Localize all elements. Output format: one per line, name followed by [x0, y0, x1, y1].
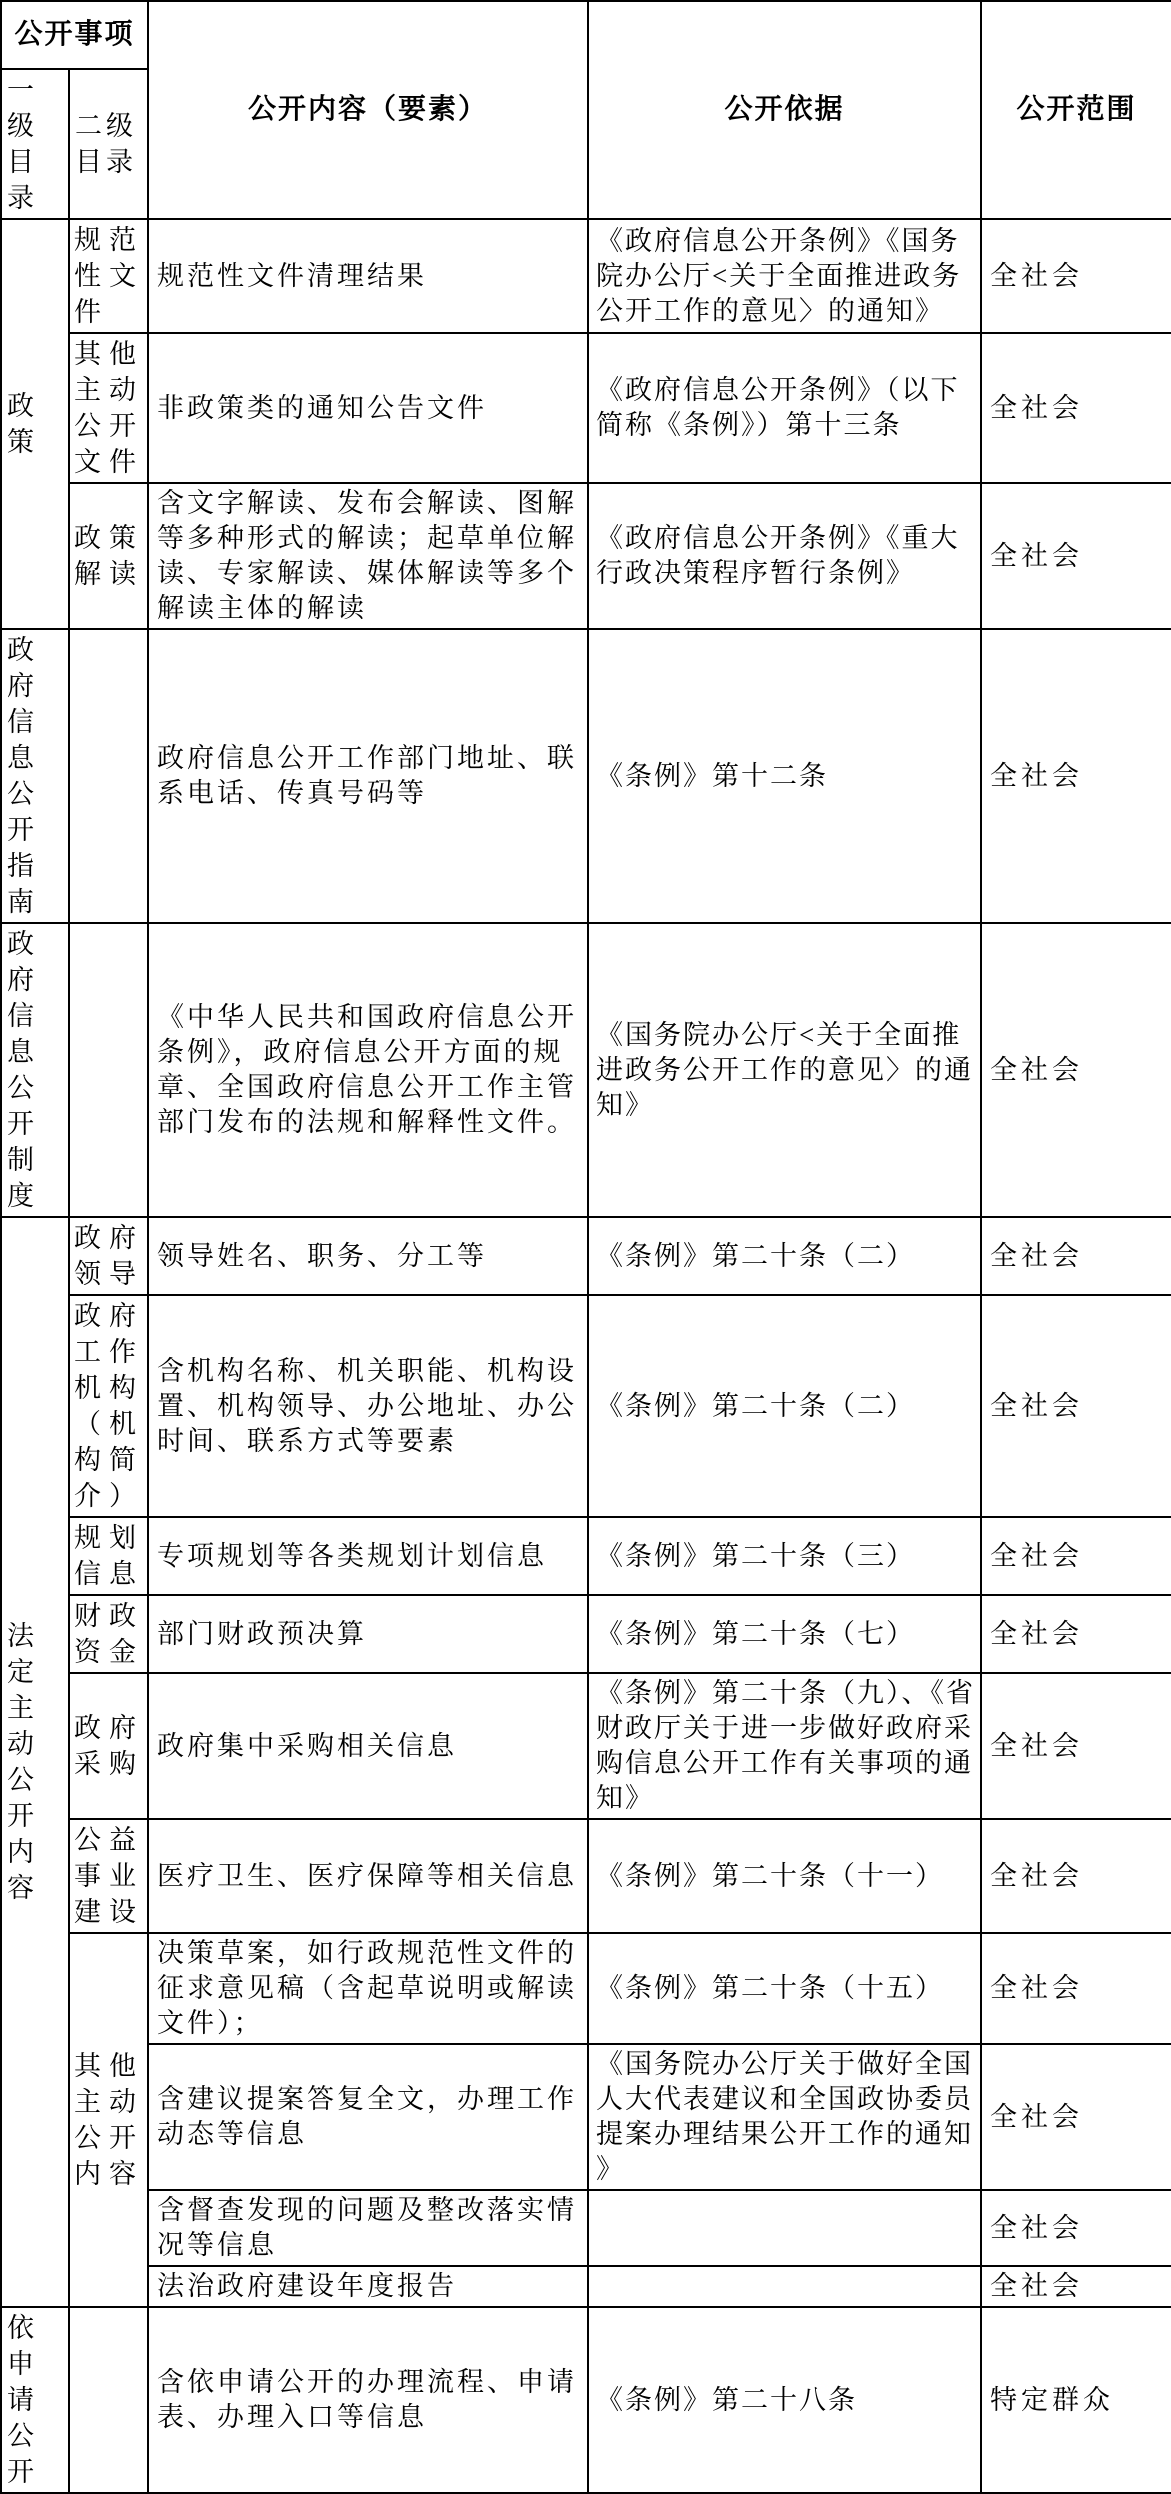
cell-content: 政府信息公开工作部门地址、联系电话、传真号码等: [148, 629, 588, 923]
table-row: [1, 2266, 1171, 2307]
cell-scope: 全社会: [981, 1595, 1171, 1673]
cell-level2: 政府领导: [69, 1217, 148, 1295]
table-row: [1, 1517, 1171, 1595]
cell-content: 含建议提案答复全文，办理工作动态等信息: [148, 2044, 588, 2190]
cell-basis: 《条例》第二十八条: [588, 2307, 981, 2493]
header-level2-catalog: 二级目录: [69, 69, 148, 219]
cell-scope: 全社会: [981, 219, 1171, 333]
cell-basis: [588, 2266, 981, 2307]
cell-basis: 《条例》第二十条（十五）: [588, 1933, 981, 2044]
cell-scope: 全社会: [981, 1295, 1171, 1517]
cell-level1: 政策: [1, 219, 69, 629]
table-row: [1, 1673, 1171, 1819]
cell-content: 决策草案，如行政规范性文件的征求意见稿（含起草说明或解读文件）；: [148, 1933, 588, 2044]
cell-level1: 政府信息公开制度: [1, 923, 69, 1217]
header-scope: 公开范围: [981, 1, 1171, 219]
cell-content: 领导姓名、职务、分工等: [148, 1217, 588, 1295]
table-row: [1, 2190, 1171, 2266]
cell-scope: 全社会: [981, 1819, 1171, 1933]
cell-basis: 《条例》第二十条（二）: [588, 1217, 981, 1295]
cell-scope: 全社会: [981, 629, 1171, 923]
cell-content: 含依申请公开的办理流程、申请表、办理入口等信息: [148, 2307, 588, 2493]
cell-basis: 《政府信息公开条例》《国务院办公厅<关于全面推进政务公开工作的意见〉的通知》: [588, 219, 981, 333]
cell-basis: [588, 2190, 981, 2266]
table-row: [1, 483, 1171, 629]
cell-basis: 《政府信息公开条例》《重大行政决策程序暂行条例》: [588, 483, 981, 629]
cell-scope: 全社会: [981, 1517, 1171, 1595]
cell-level2: 规范性文件: [69, 219, 148, 333]
cell-basis: 《国务院办公厅关于做好全国人大代表建议和全国政协委员提案办理结果公开工作的通知》: [588, 2044, 981, 2190]
cell-scope: 特定群众: [981, 2307, 1171, 2493]
table-row: [1, 2044, 1171, 2190]
cell-basis: 《条例》第二十条（九）、《省财政厅关于进一步做好政府采购信息公开工作有关事项的通知》: [588, 1673, 981, 1819]
cell-content: 政府集中采购相关信息: [148, 1673, 588, 1819]
cell-level2: 政府采购: [69, 1673, 148, 1819]
cell-level2: 财政资金: [69, 1595, 148, 1673]
cell-content: 含机构名称、机关职能、机构设置、机构领导、办公地址、办公时间、联系方式等要素: [148, 1295, 588, 1517]
cell-scope: 全社会: [981, 483, 1171, 629]
cell-level1: 法定主动公开内容: [1, 1217, 69, 2307]
cell-basis: 《国务院办公厅<关于全面推进政务公开工作的意见〉的通知》: [588, 923, 981, 1217]
table-row: [1, 219, 1171, 333]
cell-content: 含督查发现的问题及整改落实情况等信息: [148, 2190, 588, 2266]
cell-level2: 公益事业建设: [69, 1819, 148, 1933]
cell-basis: 《政府信息公开条例》（以下简称《条例》）第十三条: [588, 333, 981, 483]
cell-level2: 政府工作机构（机构简介）: [69, 1295, 148, 1517]
cell-level1: 政府信息公开指南: [1, 629, 69, 923]
cell-level2: 政策解读: [69, 483, 148, 629]
table-row: [1, 1819, 1171, 1933]
cell-scope: 全社会: [981, 1673, 1171, 1819]
cell-level2: [69, 923, 148, 1217]
cell-content: 部门财政预决算: [148, 1595, 588, 1673]
cell-basis: 《条例》第二十条（三）: [588, 1517, 981, 1595]
cell-scope: 全社会: [981, 923, 1171, 1217]
cell-level2: [69, 629, 148, 923]
table-row: [1, 1933, 1171, 2044]
cell-basis: 《条例》第二十条（七）: [588, 1595, 981, 1673]
header-content: 公开内容（要素）: [148, 1, 588, 219]
header-level1-catalog: 一级目录: [1, 69, 69, 219]
cell-scope: 全社会: [981, 2044, 1171, 2190]
cell-scope: 全社会: [981, 333, 1171, 483]
table-row: [1, 1217, 1171, 1295]
cell-content: 含文字解读、发布会解读、图解等多种形式的解读；起草单位解读、专家解读、媒体解读等多个解读主体的解读: [148, 483, 588, 629]
table-row: [1, 2307, 1171, 2493]
cell-scope: 全社会: [981, 2266, 1171, 2307]
cell-level2: 其他主动公开文件: [69, 333, 148, 483]
cell-content: 医疗卫生、医疗保障等相关信息: [148, 1819, 588, 1933]
cell-level2: 规划信息: [69, 1517, 148, 1595]
cell-content: 《中华人民共和国政府信息公开条例》，政府信息公开方面的规章、全国政府信息公开工作主管部门发布的法规和解释性文件。: [148, 923, 588, 1217]
cell-basis: 《条例》第二十条（十一）: [588, 1819, 981, 1933]
cell-content: 非政策类的通知公告文件: [148, 333, 588, 483]
table-row: [1, 1295, 1171, 1517]
table-row: [1, 333, 1171, 483]
cell-basis: 《条例》第十二条: [588, 629, 981, 923]
table-row: [1, 629, 1171, 923]
cell-content: 规范性文件清理结果: [148, 219, 588, 333]
cell-content: 法治政府建设年度报告: [148, 2266, 588, 2307]
table-row: [1, 1595, 1171, 1673]
cell-level2: [69, 2307, 148, 2493]
header-basis: 公开依据: [588, 1, 981, 219]
table-row: [1, 923, 1171, 1217]
cell-scope: 全社会: [981, 1933, 1171, 2044]
cell-basis: 《条例》第二十条（二）: [588, 1295, 981, 1517]
cell-content: 专项规划等各类规划计划信息: [148, 1517, 588, 1595]
cell-level1: 依申请公开: [1, 2307, 69, 2493]
cell-scope: 全社会: [981, 1217, 1171, 1295]
header-public-items: 公开事项: [1, 1, 148, 69]
cell-scope: 全社会: [981, 2190, 1171, 2266]
cell-level2: 其他主动公开内容: [69, 1933, 148, 2307]
